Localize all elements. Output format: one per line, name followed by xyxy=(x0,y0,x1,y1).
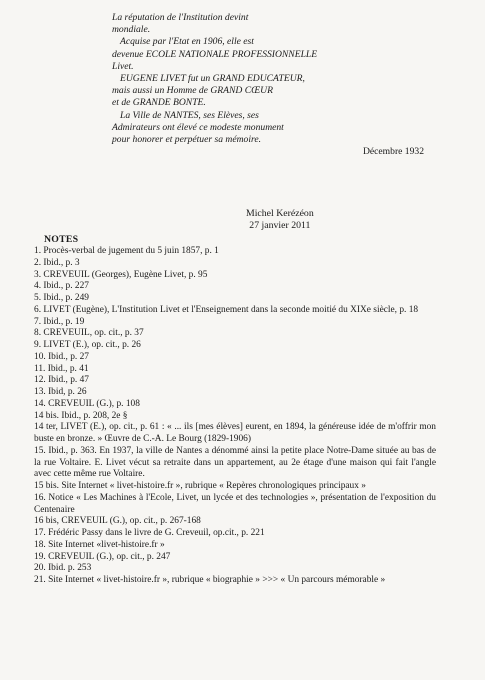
note-item: 3. CREVEUIL (Georges), Eugène Livet, p. 95 xyxy=(34,269,208,280)
inscription-line: Livet. xyxy=(112,60,134,72)
note-item: 5. Ibid., p. 249 xyxy=(34,293,89,303)
inscription-line: Admirateurs ont élevé ce modeste monument xyxy=(112,121,284,133)
note-item: 1. Procès-verbal de jugement du 5 juin 1857, p. 1 xyxy=(34,246,219,256)
note-item: 14 bis. Ibid., p. 208, 2e § xyxy=(34,410,128,421)
note-item: 15 bis. Site Internet « livet-histoire.fr », rubrique « Repères chronologiques principaux » xyxy=(34,481,366,491)
signature-date: 27 janvier 2011 xyxy=(249,219,311,231)
signature-block xyxy=(246,208,314,231)
inscription-line: La Ville de NANTES, ses Elèves, ses xyxy=(120,109,259,121)
inscription-date: Décembre 1932 xyxy=(362,146,424,158)
note-item: 14. CREVEUIL (G.), p. 108 xyxy=(34,398,140,409)
inscription-line: devenue ECOLE NATIONALE PROFESSIONNELLE xyxy=(112,48,318,60)
inscription-line: Acquise par l'Etat en 1906, elle est xyxy=(120,36,254,48)
note-item: 2. Ibid., p. 3 xyxy=(34,257,80,268)
note-item: 11. Ibid., p. 41 xyxy=(34,363,89,374)
note-item: 8. CREVEUIL, op. cit., p. 37 xyxy=(34,328,144,339)
note-item: 14 ter, LIVET (E.), op. cit., p. 61 : « ... ils [mes élèves] eurent, en 1894, la généreuse idée de m'offrir mon buste en bronze. » Œuvre de C.-A. Le Bourg (1829-1906) xyxy=(34,422,436,444)
author-name: Michel Kerézéon xyxy=(246,208,314,219)
note-item: 21. Site Internet « livet-histoire.fr », rubrique « biographie » >>> « Un parcours mémorable » xyxy=(34,575,386,585)
note-item: 16 bis, CREVEUIL (G.), op. cit., p. 267-168 xyxy=(34,516,201,527)
inscription-line: pour honorer et perpétuer sa mémoire. xyxy=(112,134,262,146)
inscription-line: EUGENE LIVET fut un GRAND EDUCATEUR, xyxy=(120,73,305,85)
note-item: 15. Ibid., p. 363. En 1937, la ville de Nantes a dénommé ainsi la petite place Notre-Dame située au bas de la rue Voltaire. E. Livet vécut sa retraite dans un appartement, au 2e étage d'une maison qui fait l'angle avec cette même rue Voltaire. xyxy=(34,445,436,480)
note-item: 20. Ibid. p. 253 xyxy=(34,563,92,574)
note-item: 13. Ibid, p. 26 xyxy=(34,387,87,397)
note-item: 19. CREVEUIL (G.), op. cit., p. 247 xyxy=(34,551,171,562)
note-item: 10. Ibid., p. 27 xyxy=(34,351,89,362)
inscription-line: et de GRANDE BONTE. xyxy=(112,97,206,109)
note-item: 12. Ibid., p. 47 xyxy=(34,375,89,386)
note-item: 7. Ibid., p. 19 xyxy=(34,316,85,327)
inscription-line: mondiale. xyxy=(112,24,151,36)
inscription-line: La réputation de l'Institution devint xyxy=(112,12,249,23)
note-item: 16. Notice « Les Machines à l'Ecole, Livet, un lycée et des technologies », présentation de l'exposition du Centenaire xyxy=(34,492,436,515)
inscription-text xyxy=(112,12,452,158)
notes-heading: NOTES xyxy=(44,234,79,245)
note-item: 17. Frédéric Passy dans le livre de G. Creveuil, op.cit., p. 221 xyxy=(34,528,265,538)
inscription-line: mais aussi un Homme de GRAND CŒUR xyxy=(112,85,273,97)
note-item: 4. Ibid., p. 227 xyxy=(34,281,89,292)
notes-list xyxy=(34,246,436,587)
note-item: 18. Site Internet «livet-histoire.fr » xyxy=(34,539,165,550)
note-item: 9. LIVET (E.), op. cit., p. 26 xyxy=(34,340,141,350)
note-item: 6. LIVET (Eugène), L'Institution Livet et l'Enseignement dans la seconde moitié du XIXe siècle, p. 18 xyxy=(34,304,419,315)
